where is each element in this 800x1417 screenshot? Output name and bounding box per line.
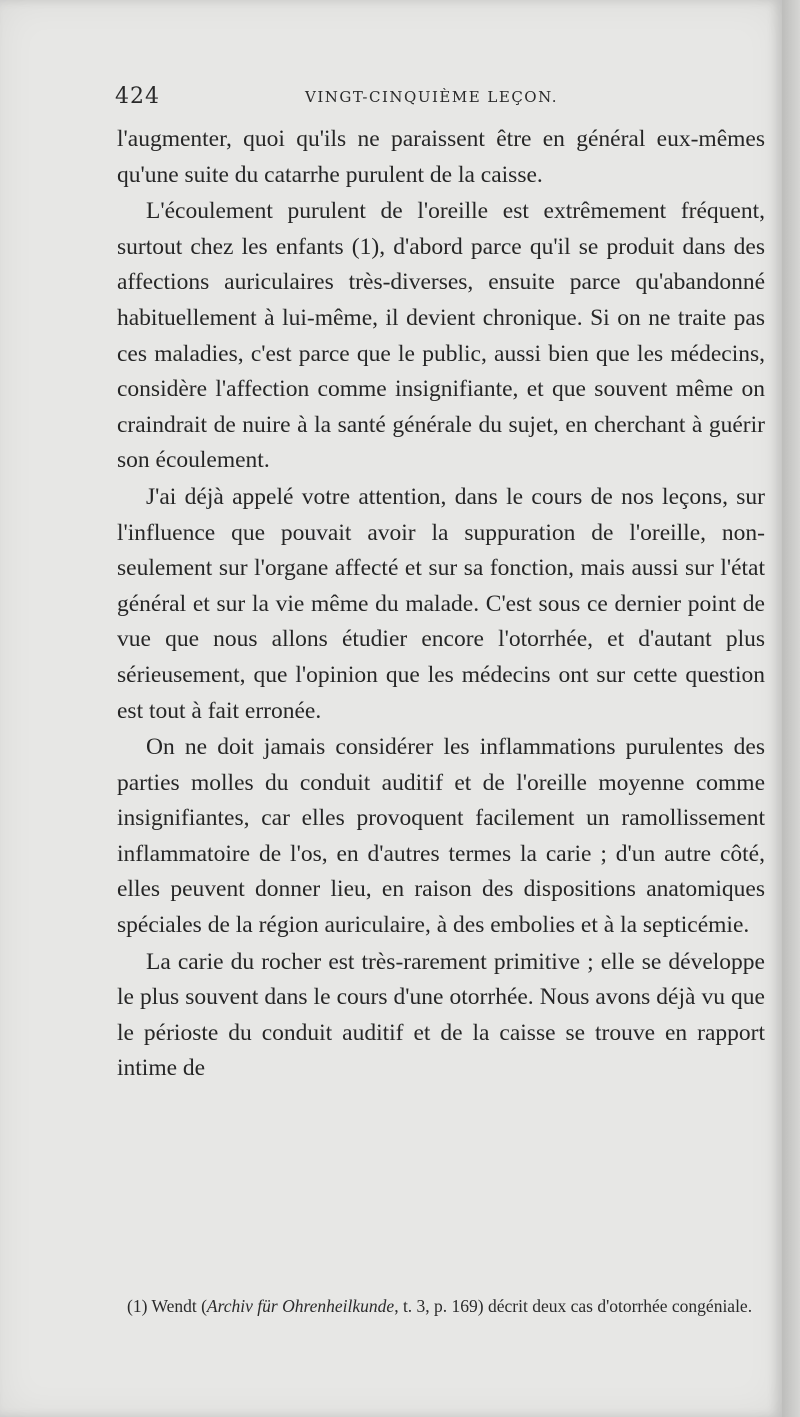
- body-text: [117, 122, 765, 1088]
- paragraph-3: J'ai déjà appelé votre attention, dans le cours de nos leçons, sur l'influence que pouvait avoir la suppuration de l'oreille, non-seulement sur l'organe affecté et sur sa fonction, mais aussi sur l'état général et sur la vie même du malade. C'est sous ce dernier point de vue que nous allons étudier encore l'otorrhée, et d'autant plus sérieusement, que l'opinion que les médecins ont sur cette question est tout à fait erronée.: [117, 483, 765, 724]
- paragraph-1: l'augmenter, quoi qu'ils ne paraissent être en général eux-mêmes qu'une suite du catarrhe purulent de la caisse.: [117, 126, 765, 188]
- paragraph-4: On ne doit jamais considérer les inflammations purulentes des parties molles du conduit auditif et de l'oreille moyenne comme insignifiantes, car elles provoquent facilement un ramollissement inflammatoire de l'os, en d'autres termes la carie ; d'un autre côté, elles peuvent donner lieu, en raison des dispositions anatomiques spéciales de la région auriculaire, à des embolies et à la septicémie.: [117, 734, 765, 939]
- paragraph-2: L'écoulement purulent de l'oreille est extrêmement fréquent, surtout chez les enfants (1), d'abord parce qu'il se produit dans des affections auriculaires très-diverses, ensuite parce qu'abandonné habituellement à lui-même, il devient chronique. Si on ne traite pas ces maladies, c'est parce que le public, aussi bien que les médecins, considère l'affection comme insignifiante, et que souvent même on craindrait de nuire à la santé générale du sujet, en cherchant à guérir son écoulement.: [117, 198, 765, 474]
- footnote: [127, 1293, 767, 1319]
- footnote-lead: (1) Wendt (: [127, 1296, 207, 1316]
- running-head: VINGT-CINQUIÈME LEÇON.: [305, 88, 559, 106]
- paragraph-5: La carie du rocher est très-rarement primitive ; elle se développe le plus souvent dans le cours d'une otorrhée. Nous avons déjà vu que le périoste du conduit auditif et de la caisse se trouve en rapport intime de: [117, 948, 765, 1082]
- page-edge: [782, 0, 800, 1417]
- page-header: [115, 84, 765, 118]
- footnote-tail: , t. 3, p. 169) décrit deux cas d'otorrhée congéniale.: [394, 1296, 753, 1316]
- footnote-journal-title: Archiv für Ohrenheilkunde: [206, 1296, 395, 1316]
- page-number: 424: [115, 84, 160, 109]
